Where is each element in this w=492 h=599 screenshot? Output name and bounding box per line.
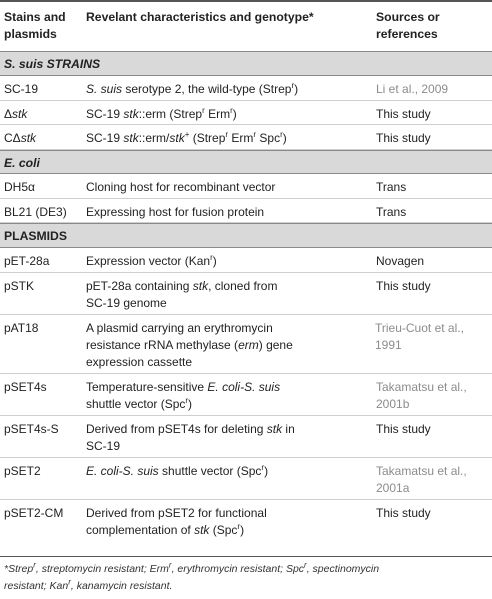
reference: This study xyxy=(376,422,431,436)
plasmid-name: pET-28a xyxy=(4,254,50,268)
strain-name: CΔstk xyxy=(4,131,37,145)
table-row xyxy=(0,199,492,223)
reference-link[interactable]: Li et al., 2009 xyxy=(376,82,449,96)
table-row xyxy=(0,76,492,101)
section-ssuis-strains xyxy=(0,51,492,76)
header-col-characteristics: Revelant characteristics and genotype* xyxy=(86,10,314,24)
reference: This study xyxy=(376,131,431,145)
plasmid-description: Derived from pSET4s for deleting stk in SC-19 xyxy=(86,422,295,453)
table-row xyxy=(0,416,492,458)
table-row xyxy=(0,101,492,125)
section-title: E. coli xyxy=(4,156,40,170)
strain-description: S. suis serotype 2, the wild-type (Strep$^r$) xyxy=(86,81,299,96)
section-plasmids xyxy=(0,223,492,248)
strain-name: DH5α xyxy=(4,180,35,194)
table-row xyxy=(0,315,492,374)
strain-description: Cloning host for recombinant vector xyxy=(86,180,276,194)
reference: Trans xyxy=(376,180,407,194)
reference-link[interactable]: Takamatsu et al., 2001a xyxy=(376,464,467,495)
plasmid-description: A plasmid carrying an erythromycin resistance rRNA methylase (erm) gene expression cassette xyxy=(86,321,293,369)
plasmid-name: pSET4s xyxy=(4,380,47,394)
strain-name: SC-19 xyxy=(4,82,39,96)
reference-link[interactable]: Takamatsu et al., 2001b xyxy=(376,380,467,411)
section-title: PLASMIDS xyxy=(4,229,67,243)
plasmid-description: Derived from pSET2 for functional complementation of stk (Spc$^r$) xyxy=(86,506,267,537)
plasmid-name: pSET4s-S xyxy=(4,422,59,436)
section-title: S. suis STRAINS xyxy=(4,57,101,71)
table-row xyxy=(0,458,492,500)
section-ecoli xyxy=(0,150,492,174)
plasmid-name: pSET2 xyxy=(4,464,41,478)
header-col-sources: Sources or references xyxy=(376,10,440,41)
table-row xyxy=(0,374,492,416)
strain-name: Δstk xyxy=(4,107,28,121)
reference: This study xyxy=(376,279,431,293)
plasmid-name: pSTK xyxy=(4,279,35,293)
plasmid-description: E. coli-S. suis shuttle vector (Spc$^r$) xyxy=(86,463,269,478)
plasmid-name: pSET2-CM xyxy=(4,506,64,520)
plasmid-name: pAT18 xyxy=(4,321,39,335)
reference: This study xyxy=(376,506,431,520)
table-footnote: *Strep$^r$, streptomycin resistant; Erm$^r$, erythromycin resistant; Spc$^r$, spectinomycin resistant; Kan$^r$, kanamycin resistant. xyxy=(4,560,380,592)
reference-link[interactable]: Trieu-Cuot et al., 1991 xyxy=(375,321,464,352)
plasmid-description: pET-28a containing stk, cloned from SC-19 genome xyxy=(86,279,278,310)
table-header xyxy=(0,2,492,51)
strain-description: SC-19 stk::erm (Strep$^r$ Erm$^r$) xyxy=(86,106,237,121)
plasmid-description: Expression vector (Kan$^r$) xyxy=(86,253,217,268)
table-row xyxy=(0,174,492,199)
strain-description: SC-19 stk::erm/stk+ (Strep$^r$ Erm$^r$ Spc$^r$) xyxy=(86,130,287,145)
table-row xyxy=(0,500,492,542)
table-row xyxy=(0,248,492,273)
header-col-strains: Stains and plasmids xyxy=(4,10,66,41)
reference: Novagen xyxy=(376,254,425,268)
table-row xyxy=(0,273,492,315)
reference: This study xyxy=(376,107,431,121)
plasmid-description: Temperature-sensitive E. coli-S. suis shuttle vector (Spc$^r$) xyxy=(86,380,281,411)
bottom-rule xyxy=(0,556,492,557)
strain-description: Expressing host for fusion protein xyxy=(86,205,265,219)
strain-name: BL21 (DE3) xyxy=(4,205,67,219)
reference: Trans xyxy=(376,205,407,219)
table-row xyxy=(0,125,492,150)
